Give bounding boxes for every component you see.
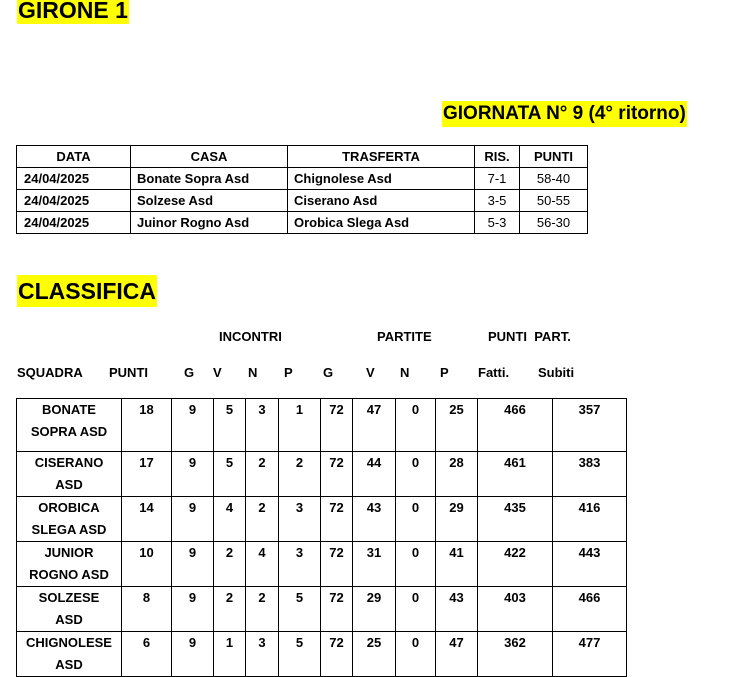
- result-points: 50-55: [520, 190, 588, 212]
- punti-fatti: 435: [478, 497, 553, 542]
- incontri-g: 9: [172, 497, 214, 542]
- result-home: Bonate Sopra Asd: [131, 168, 288, 190]
- partite-v: 47: [353, 399, 396, 452]
- punti-part-header: PUNTI PART.: [488, 329, 571, 344]
- team-points: 18: [122, 399, 172, 452]
- result-row: [17, 212, 588, 234]
- partite-n: 0: [396, 542, 436, 587]
- partite-g: 72: [321, 497, 353, 542]
- incontri-g: 9: [172, 542, 214, 587]
- team-name: SOLZESE ASD: [17, 587, 122, 632]
- partite-p: 47: [436, 632, 478, 677]
- team-name: BONATE SOPRA ASD: [17, 399, 122, 452]
- col-partite-g: G: [323, 365, 334, 380]
- giornata-title: GIORNATA N° 9 (4° ritorno): [442, 101, 687, 127]
- standings-table: [16, 398, 627, 677]
- result-date: 24/04/2025: [17, 212, 131, 234]
- punti-subiti: 477: [553, 632, 627, 677]
- header-data: DATA: [17, 146, 131, 168]
- col-subiti: Subiti: [538, 365, 575, 380]
- partite-p: 43: [436, 587, 478, 632]
- punti-subiti: 466: [553, 587, 627, 632]
- result-row: [17, 190, 588, 212]
- girone-title: GIRONE 1: [17, 0, 129, 24]
- results-header-row: [17, 146, 588, 168]
- header-ris: RIS.: [475, 146, 520, 168]
- result-away: Ciserano Asd: [288, 190, 475, 212]
- col-incontri-v: V: [213, 365, 222, 380]
- col-punti: PUNTI: [109, 365, 148, 380]
- classifica-title: CLASSIFICA: [17, 275, 157, 307]
- result-home: Juinor Rogno Asd: [131, 212, 288, 234]
- incontri-p: 5: [279, 632, 321, 677]
- incontri-n: 4: [246, 542, 279, 587]
- result-home: Solzese Asd: [131, 190, 288, 212]
- incontri-n: 2: [246, 452, 279, 497]
- incontri-p: 5: [279, 587, 321, 632]
- punti-fatti: 461: [478, 452, 553, 497]
- standings-row: [17, 632, 627, 677]
- partite-n: 0: [396, 497, 436, 542]
- partite-p: 28: [436, 452, 478, 497]
- punti-fatti: 362: [478, 632, 553, 677]
- header-trasferta: TRASFERTA: [288, 146, 475, 168]
- col-squadra: SQUADRA: [17, 365, 83, 380]
- punti-subiti: 383: [553, 452, 627, 497]
- partite-n: 0: [396, 587, 436, 632]
- partite-v: 31: [353, 542, 396, 587]
- partite-v: 43: [353, 497, 396, 542]
- incontri-v: 5: [214, 399, 246, 452]
- punti-subiti: 357: [553, 399, 627, 452]
- partite-n: 0: [396, 632, 436, 677]
- incontri-n: 3: [246, 632, 279, 677]
- partite-p: 25: [436, 399, 478, 452]
- team-name: JUNIOR ROGNO ASD: [17, 542, 122, 587]
- header-casa: CASA: [131, 146, 288, 168]
- incontri-n: 2: [246, 497, 279, 542]
- punti-fatti: 466: [478, 399, 553, 452]
- team-points: 10: [122, 542, 172, 587]
- incontri-n: 3: [246, 399, 279, 452]
- result-row: [17, 168, 588, 190]
- incontri-v: 2: [214, 542, 246, 587]
- standings-row: [17, 452, 627, 497]
- team-points: 17: [122, 452, 172, 497]
- incontri-v: 1: [214, 632, 246, 677]
- incontri-v: 5: [214, 452, 246, 497]
- incontri-g: 9: [172, 452, 214, 497]
- standings-row: [17, 542, 627, 587]
- partite-g: 72: [321, 399, 353, 452]
- result-score: 7-1: [475, 168, 520, 190]
- col-partite-n: N: [400, 365, 410, 380]
- results-table: [16, 145, 588, 234]
- incontri-p: 1: [279, 399, 321, 452]
- punti-fatti: 403: [478, 587, 553, 632]
- punti-subiti: 443: [553, 542, 627, 587]
- standings-row: [17, 399, 627, 452]
- partite-g: 72: [321, 632, 353, 677]
- partite-p: 41: [436, 542, 478, 587]
- incontri-g: 9: [172, 399, 214, 452]
- punti-subiti: 416: [553, 497, 627, 542]
- result-away: Orobica Slega Asd: [288, 212, 475, 234]
- result-date: 24/04/2025: [17, 168, 131, 190]
- incontri-n: 2: [246, 587, 279, 632]
- incontri-p: 2: [279, 452, 321, 497]
- team-name: OROBICA SLEGA ASD: [17, 497, 122, 542]
- result-points: 56-30: [520, 212, 588, 234]
- col-partite-p: P: [440, 365, 449, 380]
- col-incontri-g: G: [184, 365, 195, 380]
- partite-v: 25: [353, 632, 396, 677]
- partite-g: 72: [321, 587, 353, 632]
- result-score: 5-3: [475, 212, 520, 234]
- col-partite-v: V: [366, 365, 375, 380]
- team-points: 14: [122, 497, 172, 542]
- col-fatti: Fatti.: [478, 365, 510, 380]
- incontri-v: 4: [214, 497, 246, 542]
- partite-v: 44: [353, 452, 396, 497]
- incontri-v: 2: [214, 587, 246, 632]
- partite-p: 29: [436, 497, 478, 542]
- result-points: 58-40: [520, 168, 588, 190]
- partite-header: PARTITE: [377, 329, 432, 344]
- incontri-g: 9: [172, 632, 214, 677]
- incontri-g: 9: [172, 587, 214, 632]
- result-away: Chignolese Asd: [288, 168, 475, 190]
- partite-v: 29: [353, 587, 396, 632]
- team-name: CHIGNOLESE ASD: [17, 632, 122, 677]
- result-date: 24/04/2025: [17, 190, 131, 212]
- col-incontri-p: P: [284, 365, 293, 380]
- incontri-p: 3: [279, 542, 321, 587]
- punti-fatti: 422: [478, 542, 553, 587]
- result-score: 3-5: [475, 190, 520, 212]
- partite-n: 0: [396, 452, 436, 497]
- col-incontri-n: N: [248, 365, 258, 380]
- team-name: CISERANO ASD: [17, 452, 122, 497]
- team-points: 6: [122, 632, 172, 677]
- partite-g: 72: [321, 452, 353, 497]
- partite-n: 0: [396, 399, 436, 452]
- team-points: 8: [122, 587, 172, 632]
- partite-g: 72: [321, 542, 353, 587]
- incontri-p: 3: [279, 497, 321, 542]
- incontri-header: INCONTRI: [219, 329, 282, 344]
- standings-row: [17, 587, 627, 632]
- standings-row: [17, 497, 627, 542]
- header-punti: PUNTI: [520, 146, 588, 168]
